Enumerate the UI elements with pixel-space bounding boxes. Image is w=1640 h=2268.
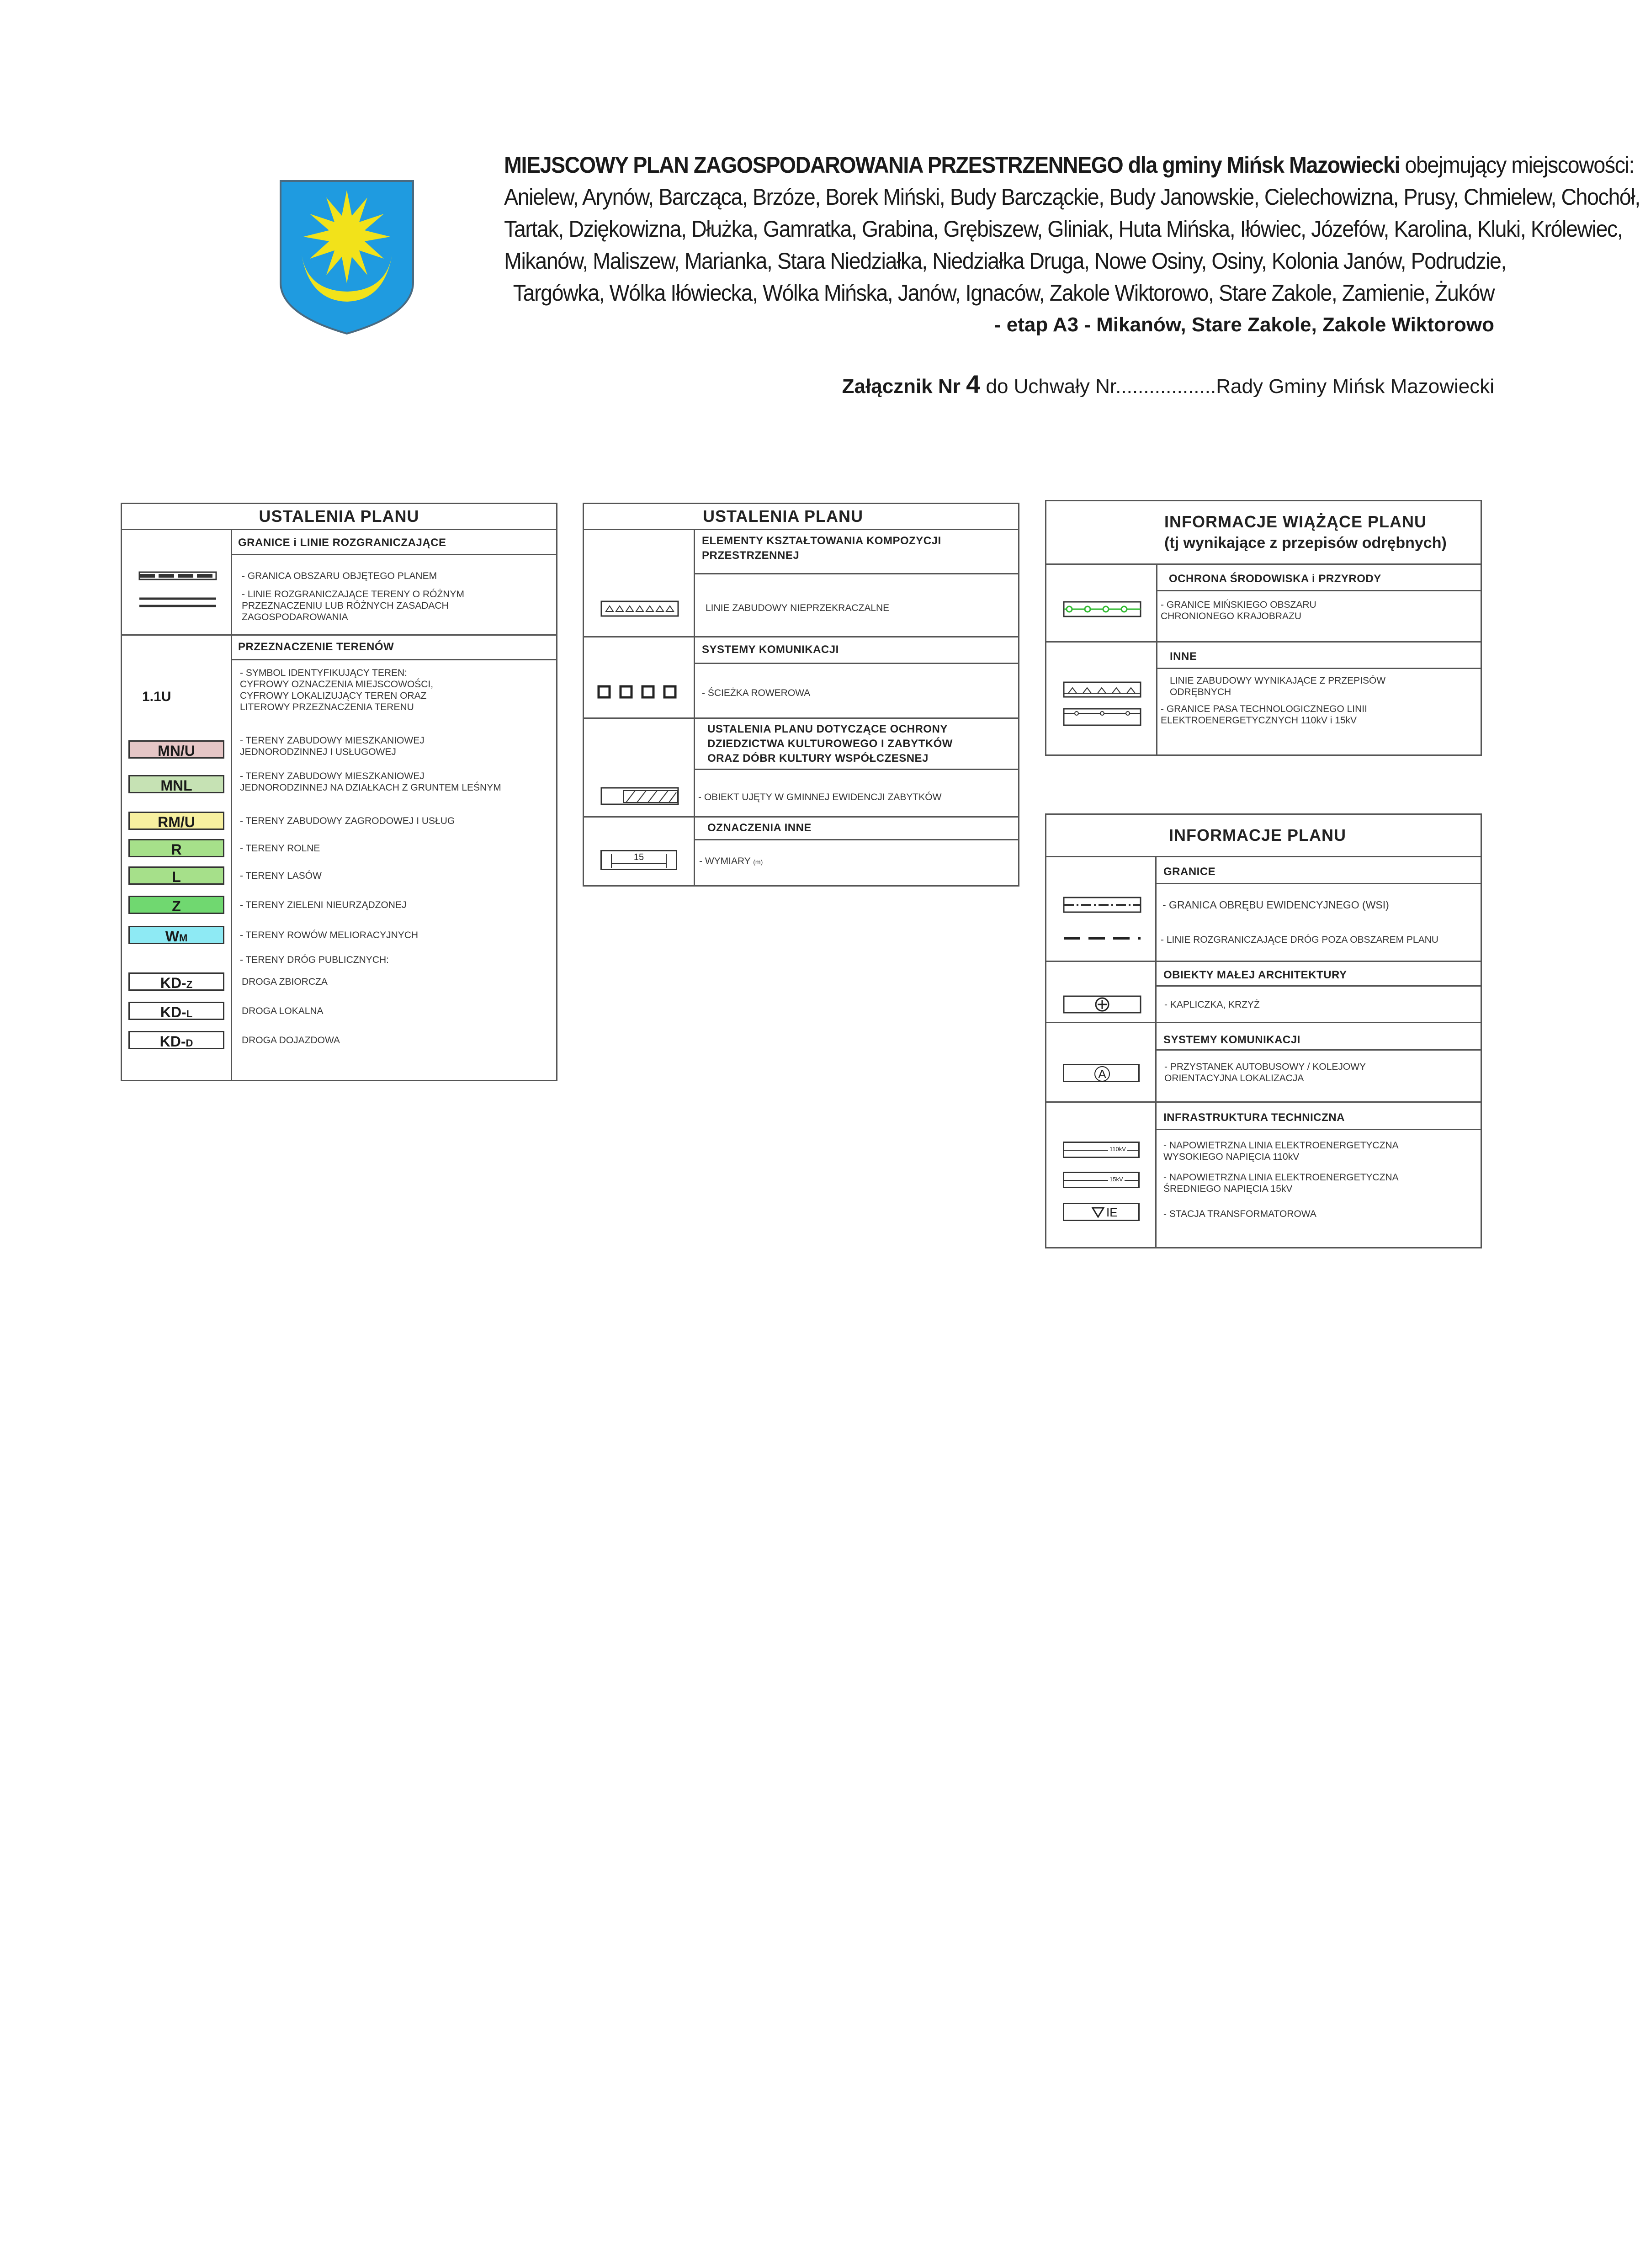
legend-text: - KAPLICZKA, KRZYŻ bbox=[1164, 999, 1260, 1010]
legend-text: - NAPOWIETRZNA LINIA ELEKTROENERGETYCZNA ŚREDNIEGO NAPIĘCIA 15kV bbox=[1163, 1172, 1399, 1194]
code-mnl: MNL bbox=[128, 775, 224, 793]
legend-text: - LINIE ROZGRANICZAJĄCE DRÓG POZA OBSZAREM PLANU bbox=[1161, 935, 1438, 945]
panel-title: USTALENIA PLANU bbox=[584, 504, 1018, 530]
legend-text: - PRZYSTANEK AUTOBUSOWY / KOLEJOWY ORIENTACYJNA LOKALIZACJA bbox=[1164, 1062, 1366, 1084]
attachment-number: 4 bbox=[966, 370, 981, 398]
dimension-symbol bbox=[600, 850, 677, 870]
plan-title-tail: obejmujący miejscowości: bbox=[1400, 152, 1635, 178]
legend-text: - NAPOWIETRZNA LINIA ELEKTROENERGETYCZNA WYSOKIEGO NAPIĘCIA 110kV bbox=[1163, 1140, 1399, 1162]
legend-text: DROGA LOKALNA bbox=[242, 1006, 324, 1016]
legend-text: - TERENY ZIELENI NIEURZĄDZONEJ bbox=[240, 900, 407, 910]
building-line-symbol bbox=[600, 598, 679, 618]
power-line-110kv-symbol: 110kV bbox=[1063, 1142, 1140, 1158]
legend-text: - GRANICE MIŃSKIEGO OBSZARU CHRONIONEGO KRAJOBRAZU bbox=[1161, 600, 1316, 621]
survey-district-boundary-symbol bbox=[1063, 895, 1141, 915]
localities-line: Tartak, Dziękowizna, Dłużka, Gamratka, Grabina, Grębiszew, Gliniak, Huta Mińska, Iłówiec, Józefów, Karolina, Kluki, Królewiec, bbox=[504, 216, 1623, 242]
code-wm: WM bbox=[128, 926, 224, 944]
bike-path-symbol bbox=[596, 683, 683, 701]
localities-line: Anielew, Arynów, Barcząca, Brzóze, Borek Miński, Budy Barcząckie, Budy Janowskie, Cielechowizna, Prusy, Chmielew, Chochół, bbox=[504, 184, 1640, 210]
legend-text: LINIE ZABUDOWY NIEPRZEKRACZALNE bbox=[706, 603, 890, 613]
code-rmu: RM/U bbox=[128, 812, 224, 830]
legend-text: - STACJA TRANSFORMATOROWA bbox=[1163, 1209, 1316, 1219]
dividing-line-symbol bbox=[138, 593, 217, 611]
attachment-line bbox=[842, 369, 1494, 399]
legend-panel-informacje-wiazace bbox=[1045, 500, 1482, 756]
code-l: L bbox=[128, 866, 224, 885]
section-heading: PRZEZNACZENIE TERENÓW bbox=[238, 641, 394, 653]
section-heading: GRANICE bbox=[1163, 866, 1216, 878]
localities-line: Targówka, Wólka Iłówiecka, Wólka Mińska, Janów, Ignaców, Zakole Wiktorowo, Stare Zakole, Zamienie, Żuków bbox=[513, 280, 1494, 306]
code-z: Z bbox=[128, 896, 224, 914]
legend-text: - GRANICA OBRĘBU EWIDENCYJNEGO (WSI) bbox=[1162, 899, 1389, 911]
panel-title: INFORMACJE PLANU bbox=[1046, 815, 1481, 857]
plan-boundary-symbol bbox=[138, 567, 217, 585]
legend-text: DROGA DOJAZDOWA bbox=[242, 1035, 340, 1046]
localities-line: Mikanów, Maliszew, Marianka, Stara Niedziałka, Niedziałka Druga, Nowe Osiny, Osiny, Kolonia Janów, Podrudzie, bbox=[504, 248, 1507, 274]
section-heading: OCHRONA ŚRODOWISKA i PRZYRODY bbox=[1169, 573, 1381, 585]
plan-title-bold: MIEJSCOWY PLAN ZAGOSPODAROWANIA PRZESTRZENNEGO dla gminy Mińsk Mazowiecki bbox=[504, 152, 1400, 178]
code-kdd: KD-D bbox=[128, 1031, 224, 1049]
road-dividing-line-symbol bbox=[1063, 931, 1141, 945]
legend-text: - LINIE ROZGRANICZAJĄCE TERENY O RÓŻNYM PRZEZNACZENIU LUB RÓŻNYCH ZASADACH ZAGOSPODAROWANIA bbox=[242, 589, 464, 622]
panel-title: INFORMACJE WIĄŻĄCE PLANU (tj wynikające z przepisów odrębnych) bbox=[1046, 501, 1481, 565]
legend-panel-ustalenia-1 bbox=[121, 503, 557, 1081]
code-kdz: KD-Z bbox=[128, 972, 224, 991]
stage-label: - etap A3 - Mikanów, Stare Zakole, Zakole Wiktorowo bbox=[994, 313, 1494, 336]
legend-text: - TERENY DRÓG PUBLICZNYCH: bbox=[240, 955, 389, 965]
section-heading: OZNACZENIA INNE bbox=[707, 822, 812, 834]
legend-text: - TERENY ROWÓW MELIORACYJNYCH bbox=[240, 930, 419, 940]
plan-header bbox=[430, 149, 1640, 341]
legend-text: - TERENY ZABUDOWY ZAGRODOWEJ I USŁUG bbox=[240, 816, 455, 826]
legend-text: - GRANICA OBSZARU OBJĘTEGO PLANEM bbox=[242, 571, 437, 581]
legend-text: - TERENY LASÓW bbox=[240, 871, 322, 881]
section-heading: SYSTEMY KOMUNIKACJI bbox=[702, 643, 839, 656]
section-heading: INNE bbox=[1170, 650, 1197, 663]
symbol-column bbox=[1046, 857, 1157, 1247]
chapel-cross-icon bbox=[1063, 994, 1141, 1014]
section-heading: SYSTEMY KOMUNIKACJI bbox=[1163, 1034, 1300, 1046]
bus-stop-icon: A bbox=[1063, 1064, 1140, 1082]
legend-text: - GRANICE PASA TECHNOLOGICZNEGO LINII ELEKTROENERGETYCZNYCH 110kV i 15kV bbox=[1161, 704, 1367, 726]
panel-title: USTALENIA PLANU bbox=[122, 504, 556, 530]
legend-text: - ŚCIEŻKA ROWEROWA bbox=[702, 688, 811, 698]
legend-text: - TERENY ROLNE bbox=[240, 843, 320, 854]
section-heading: ELEMENTY KSZTAŁTOWANIA KOMPOZYCJI PRZESTRZENNEJ bbox=[702, 535, 941, 562]
legend-text: - OBIEKT UJĘTY W GMINNEJ EWIDENCJI ZABYTKÓW bbox=[698, 792, 942, 802]
plan-title bbox=[504, 149, 1635, 181]
code-mnu: MN/U bbox=[128, 740, 224, 759]
building-line-symbol bbox=[1063, 680, 1141, 700]
code-kdl: KD-L bbox=[128, 1002, 224, 1020]
legend-text: - TERENY ZABUDOWY MIESZKANIOWEJ JEDNORODZINNEJ NA DZIAŁKACH Z GRUNTEM LEŚNYM bbox=[240, 771, 501, 793]
section-heading: OBIEKTY MAŁEJ ARCHITEKTURY bbox=[1163, 969, 1347, 981]
dimension-value: 15 bbox=[633, 852, 644, 862]
section-heading: GRANICE i LINIE ROZGRANICZAJĄCE bbox=[238, 536, 446, 549]
legend-text: LINIE ZABUDOWY WYNIKAJĄCE Z PRZEPISÓW ODRĘBNYCH bbox=[1170, 675, 1386, 697]
transformer-station-icon: IE bbox=[1063, 1203, 1140, 1221]
section-heading: USTALENIA PLANU DOTYCZĄCE OCHRONY DZIEDZICTWA KULTUROWEGO I ZABYTKÓW ORAZ DÓBR KULTURY WSPÓŁCZESNEJ bbox=[707, 723, 953, 765]
legend-text: DROGA ZBIORCZA bbox=[242, 977, 328, 987]
symbol-column bbox=[122, 530, 232, 1080]
legend-panel-informacje bbox=[1045, 813, 1482, 1248]
legend-text: - TERENY ZABUDOWY MIESZKANIOWEJ JEDNORODZINNEJ I USŁUGOWEJ bbox=[240, 735, 425, 757]
monument-symbol bbox=[600, 786, 679, 806]
attachment-label: Załącznik Nr bbox=[842, 375, 961, 398]
legend-text: - WYMIARY (m) bbox=[699, 856, 763, 866]
code-r: R bbox=[128, 839, 224, 857]
power-line-15kv-symbol: 15kV bbox=[1063, 1172, 1140, 1188]
protected-landscape-symbol bbox=[1063, 599, 1141, 619]
symbol-column bbox=[584, 530, 695, 885]
legend-panel-ustalenia-2 bbox=[583, 503, 1019, 887]
coat-of-arms-icon bbox=[278, 177, 416, 335]
attachment-rest: do Uchwały Nr..................Rady Gminy Mińsk Mazowiecki bbox=[980, 375, 1494, 398]
legend-text: - SYMBOL IDENTYFIKUJĄCY TEREN: CYFROWY OZNACZENIA MIEJSCOWOŚCI, CYFROWY LOKALIZUJĄCY TEREN ORAZ LITEROWY PRZEZNACZENIA TERENU bbox=[240, 668, 434, 712]
symbol-code: 1.1U bbox=[142, 689, 171, 704]
section-heading: INFRASTRUKTURA TECHNICZNA bbox=[1163, 1111, 1345, 1124]
power-line-corridor-symbol bbox=[1063, 707, 1141, 727]
